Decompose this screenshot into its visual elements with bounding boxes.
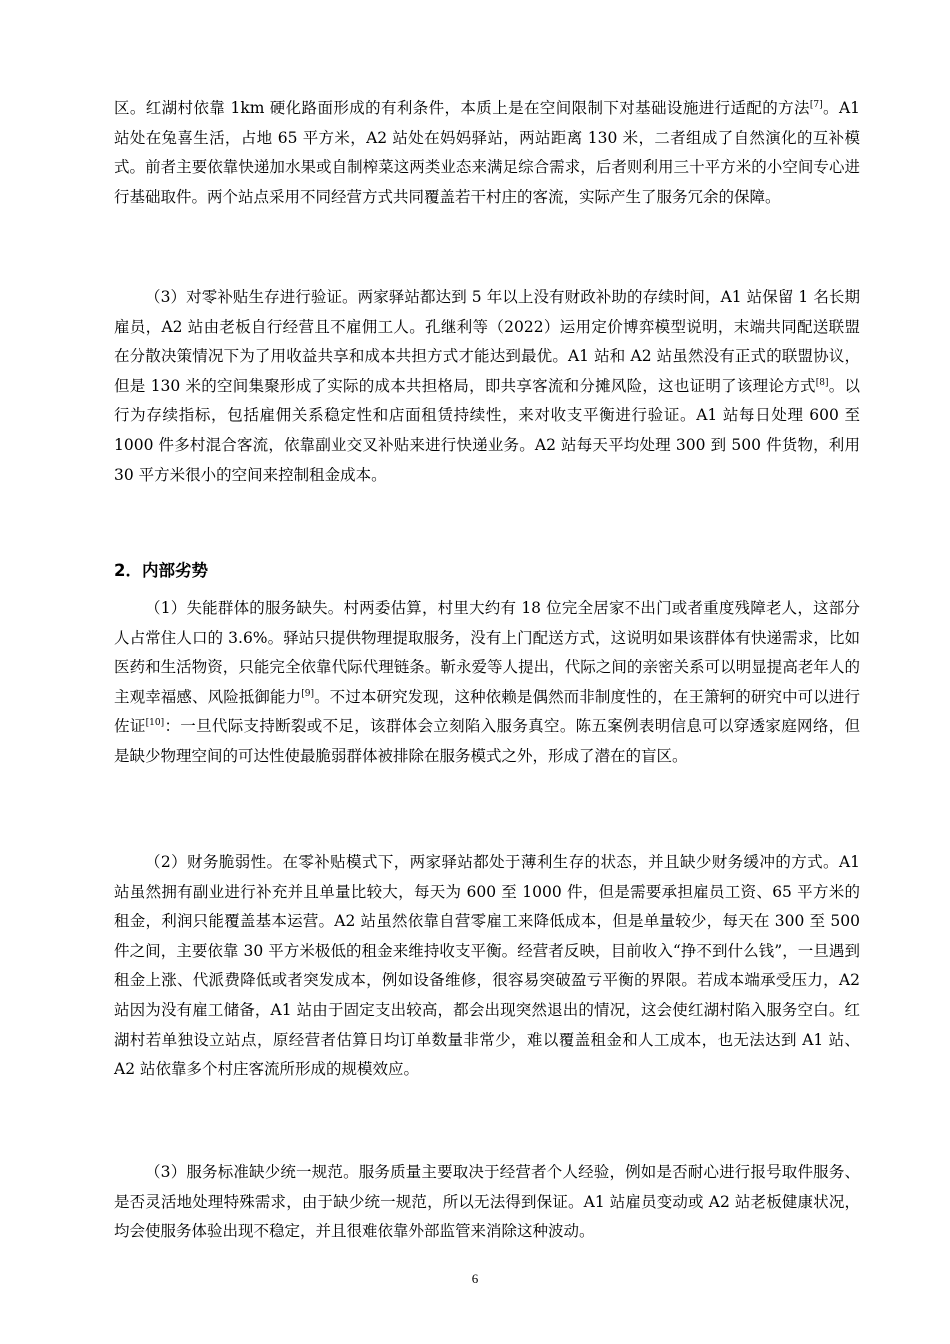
citation-ref: [7] bbox=[809, 99, 823, 110]
body-paragraph bbox=[114, 94, 860, 212]
body-paragraph bbox=[114, 594, 860, 772]
text-run: （1）失能群体的服务缺失。村两委估算，村里大约有 18 位完全居家不出门或者重度残障老人，这部分人占常住人口的 3.6%。驿站只提供物理提取服务，没有上门配送方式，这说明如果该群体有快递需求，比如医药和生活物资，只能完全依靠代际代理链条。靳永爱等人提出，代际之间的亲密关系可以明显提高老年人的主观幸福感、风险抵御能力 bbox=[114, 599, 860, 706]
section-heading: 2．内部劣势 bbox=[114, 561, 208, 580]
text-run: （3）对零补贴生存进行验证。两家驿站都达到 5 年以上没有财政补助的存续时间，A1 站保留 1 名长期雇员，A2 站由老板自行经营且不雇佣工人。孔继利等（2022）运用定价博弈模型说明，末端共同配送联盟在分散决策情况下为了用收益共享和成本共担方式才能达到最优。A1 站和 A2 站虽然没有正式的联盟协议，但是 130 米的空间集聚形成了实际的成本共担格局，即共享客流和分摊风险，这也证明了该理论方式 bbox=[114, 288, 860, 395]
text-run: 。A1 站处在兔喜生活，占地 65 平方米，A2 站处在妈妈驿站，两站距离 130 米，二者组成了自然演化的互补模式。前者主要依靠快递加水果或自制榨菜这两类业态来满足综合需求，后者则利用三十平方米的小空间专心进行基础取件。两个站点采用不同经营方式共同覆盖若干村庄的客流，实际产生了服务冗余的保障。 bbox=[114, 99, 860, 206]
text-run: 。以行为存续指标，包括雇佣关系稳定性和店面租赁持续性，来对收支平衡进行验证。A1 站每日处理 600 至 1000 件多村混合客流，依靠副业交叉补贴来进行快递业务。A2 站每天平均处理 300 到 500 件货物，利用 30 平方米很小的空间来控制租金成本。 bbox=[114, 376, 860, 484]
citation-ref: [9] bbox=[301, 688, 314, 699]
paragraph-text bbox=[114, 283, 860, 490]
body-paragraph bbox=[114, 1158, 860, 1247]
text-run: 。不过本研究发现，这种依赖是偶然而非制度性的，在王箫轲的研究中可以进行佐证 bbox=[114, 687, 860, 736]
text-run: （3）服务标准缺少统一规范。服务质量主要取决于经营者个人经验，例如是否耐心进行报号取件服务、是否灵活地处理特殊需求，由于缺少统一规范，所以无法得到保证。A1 站雇员变动或 A2 站老板健康状况，均会使服务体验出现不稳定，并且很难依靠外部监管来消除这种波动。 bbox=[114, 1163, 860, 1241]
paragraph-text bbox=[114, 94, 860, 212]
body-paragraph bbox=[114, 848, 860, 1085]
text-run: ：一旦代际支持断裂或不足，该群体会立刻陷入服务真空。陈五案例表明信息可以穿透家庭网络，但是缺少物理空间的可达性使最脆弱群体被排除在服务模式之外，形成了潜在的盲区。 bbox=[114, 717, 860, 765]
paragraph-text bbox=[114, 594, 860, 772]
citation-ref: [10] bbox=[145, 718, 165, 729]
paragraph-text bbox=[114, 848, 860, 1085]
citation-ref: [8] bbox=[815, 377, 829, 388]
body-paragraph bbox=[114, 283, 860, 490]
text-run: 区。红湖村依靠 1km 硬化路面形成的有利条件，本质上是在空间限制下对基础设施进行适配的方法 bbox=[114, 99, 810, 117]
text-run: （2）财务脆弱性。在零补贴模式下，两家驿站都处于薄利生存的状态，并且缺少财务缓冲的方式。A1 站虽然拥有副业进行补充并且单量比较大，每天为 600 至 1000 件，但是需要承担雇员工资、65 平方米的租金，利润只能覆盖基本运营。A2 站虽然依靠自营零雇工来降低成本，但是单量较少，每天在 300 至 500 件之间，主要依靠 30 平方米极低的租金来维持收支平衡。经营者反映，目前收入“挣不到什么钱”，一旦遇到租金上涨、代派费降低或者突发成本，例如设备维修，很容易突破盈亏平衡的界限。若成本端承受压力，A2 站因为没有雇工储备，A1 站由于固定支出较高，都会出现突然退出的情况，这会使红湖村陷入服务空白。红湖村若单独设立站点，原经营者估算日均订单数量非常少，难以覆盖租金和人工成本，也无法达到 A1 站、A2 站依靠多个村庄客流所形成的规模效应。 bbox=[114, 853, 860, 1079]
paragraph-text bbox=[114, 1158, 860, 1247]
page-number: 6 bbox=[471, 1271, 479, 1286]
